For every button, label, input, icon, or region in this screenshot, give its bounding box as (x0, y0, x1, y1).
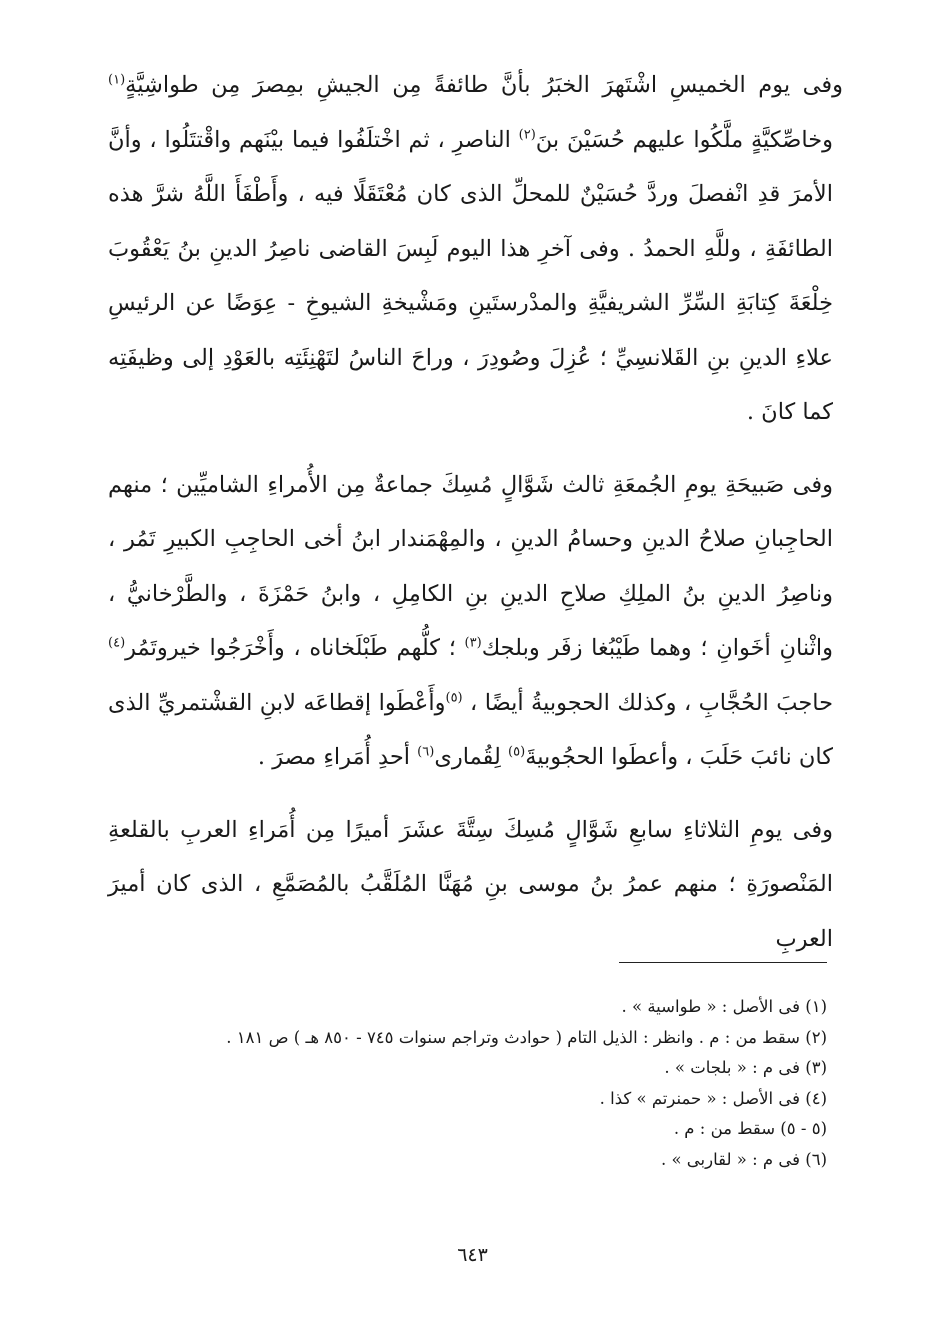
footnotes (107, 992, 827, 1175)
paragraph-text: وفى صَبيحَةِ يومِ الجُمعَةِ ثالث شَوَّالٍ مُسِكَ جماعةٌ مِن الأُمراءِ الشاميِّين ؛ منهم الحاجِبانِ صلاحُ الدينِ وحسامُ الدينِ ، والمِهْمَندار ابنُ أخى الحاجِبِ الكبيرِ تَمُر ، وناصِرُ الدينِ بنُ الملِكِ صلاحِ الدينِ بنِ الكامِلِ ، وابنُ حَمْزَةَ ، والطَّرْخانيُّ ، واثْنانِ أخَوانِ ؛ وهما طَيْبُغا زفَر وبلجك (108, 471, 833, 661)
footnote-marker: (٢) (518, 127, 536, 142)
footnote-marker: (٤) (108, 635, 126, 651)
paragraph-text: حاجبَ الحُجَّابِ ، وكذلك الحجوبيةُ أيضًا ، (462, 689, 833, 716)
footnote-marker: (٥) (508, 744, 526, 760)
footnote: (٣) فى م : « بلجات » . (664, 1058, 827, 1077)
paragraph (108, 58, 843, 440)
footnote: (٥ - ٥) سقط من : م . (673, 1119, 827, 1138)
footnote: (١) فى الأصل : « طواسية » . (621, 997, 827, 1016)
paragraph-text: ؛ كلُّهم طَبْلَخاناه ، وأَخْرَجُوا خيروتَمُر (125, 635, 465, 661)
paragraph-text: وفى يوم الخميسِ اشْتَهرَ الخبَرُ بأنَّ طائفةً مِن الجيشِ بمِصرَ مِن طواشِيَّةٍ (125, 72, 843, 98)
paragraph-text: وخاصِّكيَّةٍ ملَّكُوا عليهم حُسَيْنَ بنَ (535, 126, 833, 153)
footnote: (٤) فى الأصل : « حمنرتم » كذا . (599, 1088, 827, 1108)
paragraph-text: وأَعْطَوا إقطاعَه لابنِ القشْتمريِّ الذى كان نائبَ حَلَبَ ، وأعطَوا الحجُوبيةَ (108, 689, 833, 770)
footnote: (٦) فى م : « لقاربى » . (660, 1149, 827, 1169)
main-text (108, 58, 843, 984)
paragraph-text: أحدِ أُمَراءِ مصرَ . (257, 744, 418, 770)
footnote-separator (619, 962, 827, 963)
footnote-marker: (٦) (417, 744, 435, 760)
footnote-marker: (٥) (445, 690, 463, 705)
paragraph (108, 803, 833, 967)
paragraph-text: وفى يومِ الثلاثاءِ سابعِ شَوَّالٍ مُسِكَ سِتَّةَ عشَرَ أميرًا مِن أُمَراءِ العربِ بالقلعةِ المَنْصورَةِ ؛ منهم عمرُ بنُ موسى بنِ مُهَنَّا المُلَقَّبُ بالمُصَمَّعِ ، الذى كان أميرَ العربِ (108, 816, 833, 952)
footnote-marker: (٣) (464, 635, 482, 651)
footnote-marker: (١) (108, 72, 126, 88)
paragraph-text: الناصرِ ، ثم اخْتلَفُوا فيما بيْنَهم واقْتتَلُوا ، وأنَّ الأمرَ قدِ انْفصلَ وردَّ حُسَيْنٌ للمحلِّ الذى كان مُعْتَقَلًا فيه ، وأَطْفَأَ اللَّهُ شرَّ هذه الطائفَةِ ، وللَّهِ الحمدُ . وفى آخرِ هذا اليوم لَبِسَ القاضى ناصِرُ الدينِ بنُ يَعْقُوبَ خِلْعَةَ كِتابَةِ السِّرِّ الشريفيَّةِ والمدْرستَينِ ومَشْيخةِ الشيوخِ - عِوَضًا عن الرئيسِ علاءِ الدينِ بنِ القَلانسِيِّ ؛ عُزِلَ وصُودِرَ ، وراحَ الناسُ لتَهْنِئَتِه بالعَوْدِ إلى وظيفَتِه كما كانَ . (108, 126, 833, 425)
footnote: (٢) سقط من : م . وانظر : الذيل التام ( حوادث وتراجم سنوات ٧٤٥ - ٨٥٠ هـ ) ص ١٨١ . (226, 1027, 827, 1047)
page-number: ٦٤٣ (457, 1244, 488, 1266)
paragraph-text: لِقُمارى (434, 744, 509, 770)
paragraph (108, 458, 833, 785)
